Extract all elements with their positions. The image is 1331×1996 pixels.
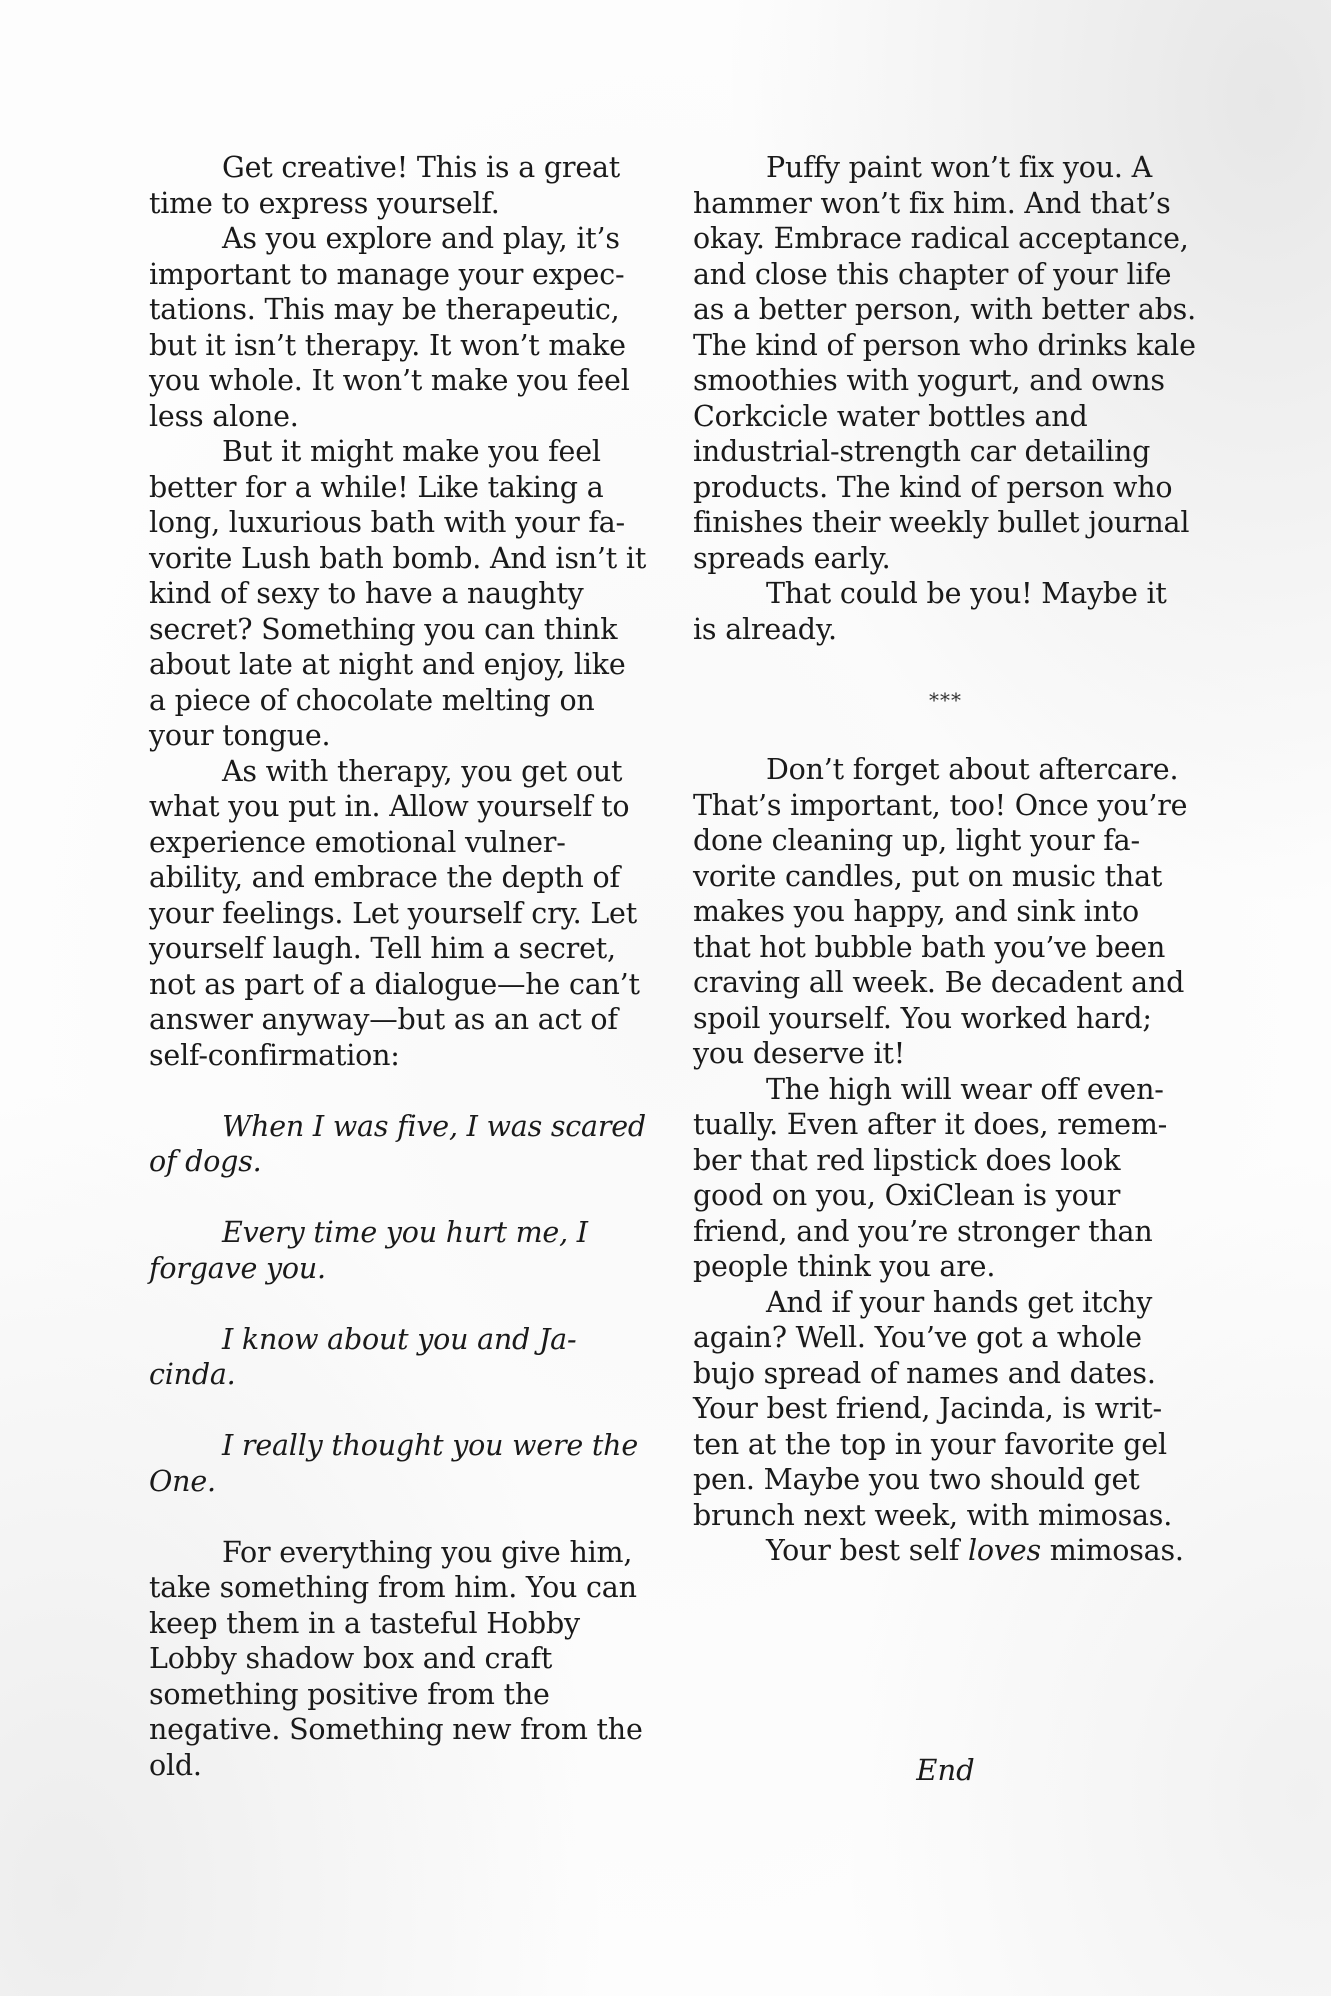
end-mark: End <box>916 1753 975 1787</box>
paragraph <box>693 1533 1198 1569</box>
paragraph: The high will wear off eventually. Even after it does, remember that red lipstick does look good on you, OxiClean is your friend, and you’re stronger than people think you are. <box>693 1072 1168 1283</box>
right-column <box>693 150 1198 1569</box>
text-run: Your best self <box>766 1534 968 1567</box>
section-separator: *** <box>929 688 962 712</box>
paragraph: That could be you! Maybe it is already. <box>693 577 1167 646</box>
paragraph: And if your hands get itchy again? Well. You’ve got a whole bujo spread of names and dates. Your best friend, Jacinda, is written at the top in your favorite gel pen. Maybe you two should get brunch next week, with mimosas. <box>693 1285 1173 1532</box>
italic-secret: Every time you hurt me, I forgave you. <box>149 1216 588 1285</box>
left-column <box>149 150 649 1783</box>
emphasis-text: loves <box>968 1534 1041 1567</box>
paragraph: But it might make you feel better for a while! Like taking a long, luxurious bath with your favorite Lush bath bomb. And isn’t it kind of sexy to have a naughty secret? Something you can think about late at night and enjoy, like a piece of chocolate melting on your tongue. <box>149 435 647 752</box>
paragraph: Get creative! This is a great time to express yourself. <box>149 151 621 220</box>
paragraph: Don’t forget about aftercare. That’s important, too! Once you’re done cleaning up, light your favorite candles, put on music that makes you happy, and sink into that hot bubble bath you’ve been craving all week. Be decadent and spoil yourself. You worked hard; you deserve it! <box>693 753 1188 1070</box>
paragraph: Puffy paint won’t fix you. A hammer won’t fix him. And that’s okay. Embrace radical acceptance, and close this chapter of your life as a better person, with better abs. The kind of person who drinks kale smoothies with yogurt, and owns Corkcicle water bottles and industrial-strength car detailing products. The kind of person who finishes their weekly bullet journal spreads early. <box>693 151 1196 575</box>
paragraph: As with therapy, you get out what you put in. Allow yourself to experience emotional vulnerability, and embrace the depth of your feelings. Let yourself cry. Let yourself laugh. Tell him a secret, not as part of a dialogue—he can’t answer anyway—but as an act of self-confirmation: <box>149 754 640 1072</box>
italic-secret: I know about you and Jacinda. <box>149 1322 577 1391</box>
italic-secret: I really thought you were the One. <box>149 1429 638 1498</box>
paragraph: As you explore and play, it’s important to manage your expectations. This may be therapeutic, but it isn’t therapy. It won’t make you whole. It won’t make you feel less alone. <box>149 222 630 433</box>
text-run: mimosas. <box>1040 1534 1184 1567</box>
italic-secret: When I was five, I was scared of dogs. <box>149 1109 646 1178</box>
paragraph: For everything you give him, take something from him. You can keep them in a tasteful Hobby Lobby shadow box and craft something positive from the negative. Something new from the old. <box>149 1535 643 1782</box>
